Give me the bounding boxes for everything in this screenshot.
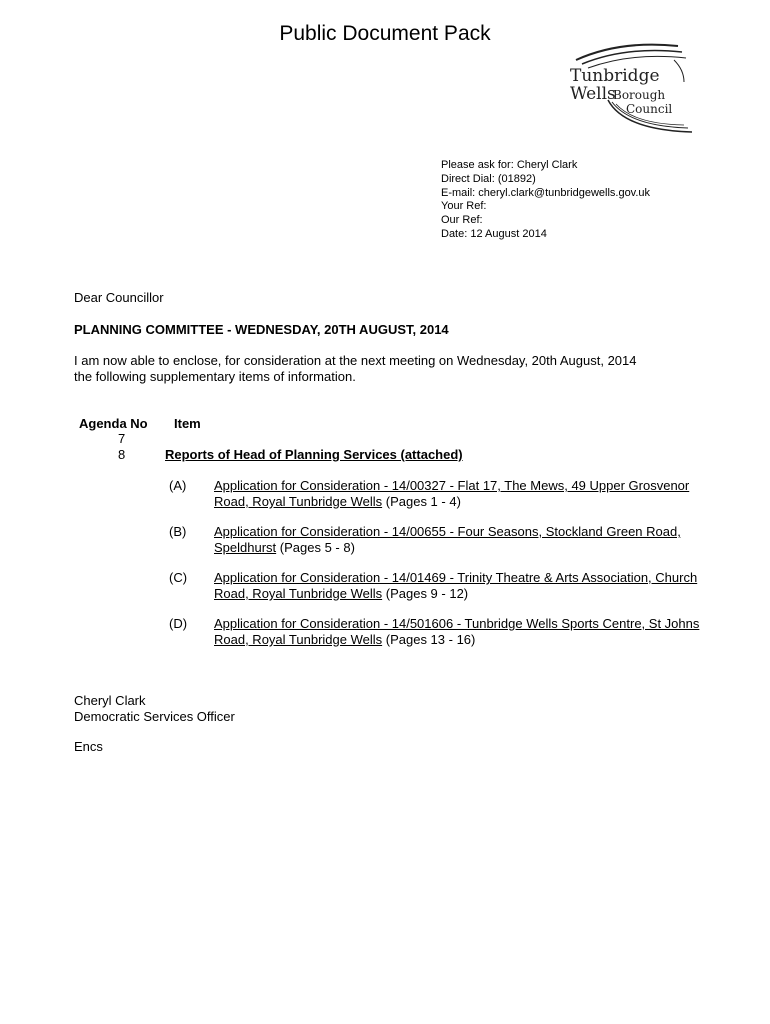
subitem-link-line1[interactable]: Application for Consideration - 14/501606 - Tunbridge Wells Sports Centre, St Johns [214, 616, 700, 631]
signature-name: Cheryl Clark [74, 693, 146, 708]
subitem-pages: (Pages 9 - 12) [385, 586, 469, 601]
contact-ask-for: Please ask for: Cheryl Clark [441, 159, 578, 171]
contact-your-ref: Your Ref: [441, 200, 487, 213]
subitem-link[interactable] [214, 616, 699, 648]
subitem-link-line2[interactable]: Road, Royal Tunbridge Wells [214, 632, 383, 647]
subitem-link-line2[interactable]: Road, Royal Tunbridge Wells [214, 494, 383, 509]
signature-role: Democratic Services Officer [74, 709, 235, 724]
intro-line-2: the following supplementary items of information. [74, 369, 356, 384]
subitem-link-line2[interactable]: Speldhurst [214, 540, 277, 555]
agenda-row-no: 7 [118, 431, 126, 446]
council-logo [560, 38, 708, 138]
subitem-link-line1[interactable]: Application for Consideration - 14/00327 - Flat 17, The Mews, 49 Upper Grosvenor [214, 478, 690, 493]
subitem-pages: (Pages 13 - 16) [385, 632, 476, 647]
subitem-letter: (A) [169, 478, 187, 493]
contact-our-ref: Our Ref: [441, 214, 483, 227]
subitem-letter: (B) [169, 524, 187, 539]
logo-text-wells: Wells [570, 84, 616, 104]
contact-email: E-mail: cheryl.clark@tunbridgewells.gov.uk [441, 186, 651, 199]
subitem-letter: (D) [169, 616, 188, 631]
logo-text-tunbridge: Tunbridge [570, 66, 660, 86]
subitem-link-line1[interactable]: Application for Consideration - 14/01469 - Trinity Theatre & Arts Association, Church [214, 570, 698, 585]
enclosures-label: Encs [74, 739, 103, 754]
agenda-no-header: Agenda No [79, 416, 148, 431]
agenda-row-title[interactable]: Reports of Head of Planning Services (attached) [165, 447, 463, 462]
contact-date: Date: 12 August 2014 [441, 227, 547, 240]
contact-direct-dial: Direct Dial: (01892) [441, 172, 536, 185]
logo-text-council: Council [626, 102, 673, 116]
subitem-link-line1[interactable]: Application for Consideration - 14/00655 - Four Seasons, Stockland Green Road, [214, 524, 681, 539]
subitem-pages: (Pages 5 - 8) [279, 540, 355, 555]
subitem-link[interactable] [214, 478, 689, 510]
subitem-link-line2[interactable]: Road, Royal Tunbridge Wells [214, 586, 383, 601]
subitem-link[interactable] [214, 524, 681, 556]
subitem-link[interactable] [214, 570, 697, 602]
contact-block [441, 159, 650, 242]
letter-subject: PLANNING COMMITTEE - WEDNESDAY, 20TH AUGUST, 2014 [74, 322, 449, 337]
document-title: Public Document Pack [279, 22, 491, 45]
agenda-item-header: Item [174, 416, 201, 431]
salutation: Dear Councillor [74, 290, 164, 305]
intro-line-1: I am now able to enclose, for consideration at the next meeting on Wednesday, 20th August, 2014 [74, 353, 637, 368]
agenda-row-no: 8 [118, 447, 126, 462]
subitem-letter: (C) [169, 570, 188, 585]
subitem-pages: (Pages 1 - 4) [385, 494, 461, 509]
logo-text-borough: Borough [613, 88, 666, 102]
